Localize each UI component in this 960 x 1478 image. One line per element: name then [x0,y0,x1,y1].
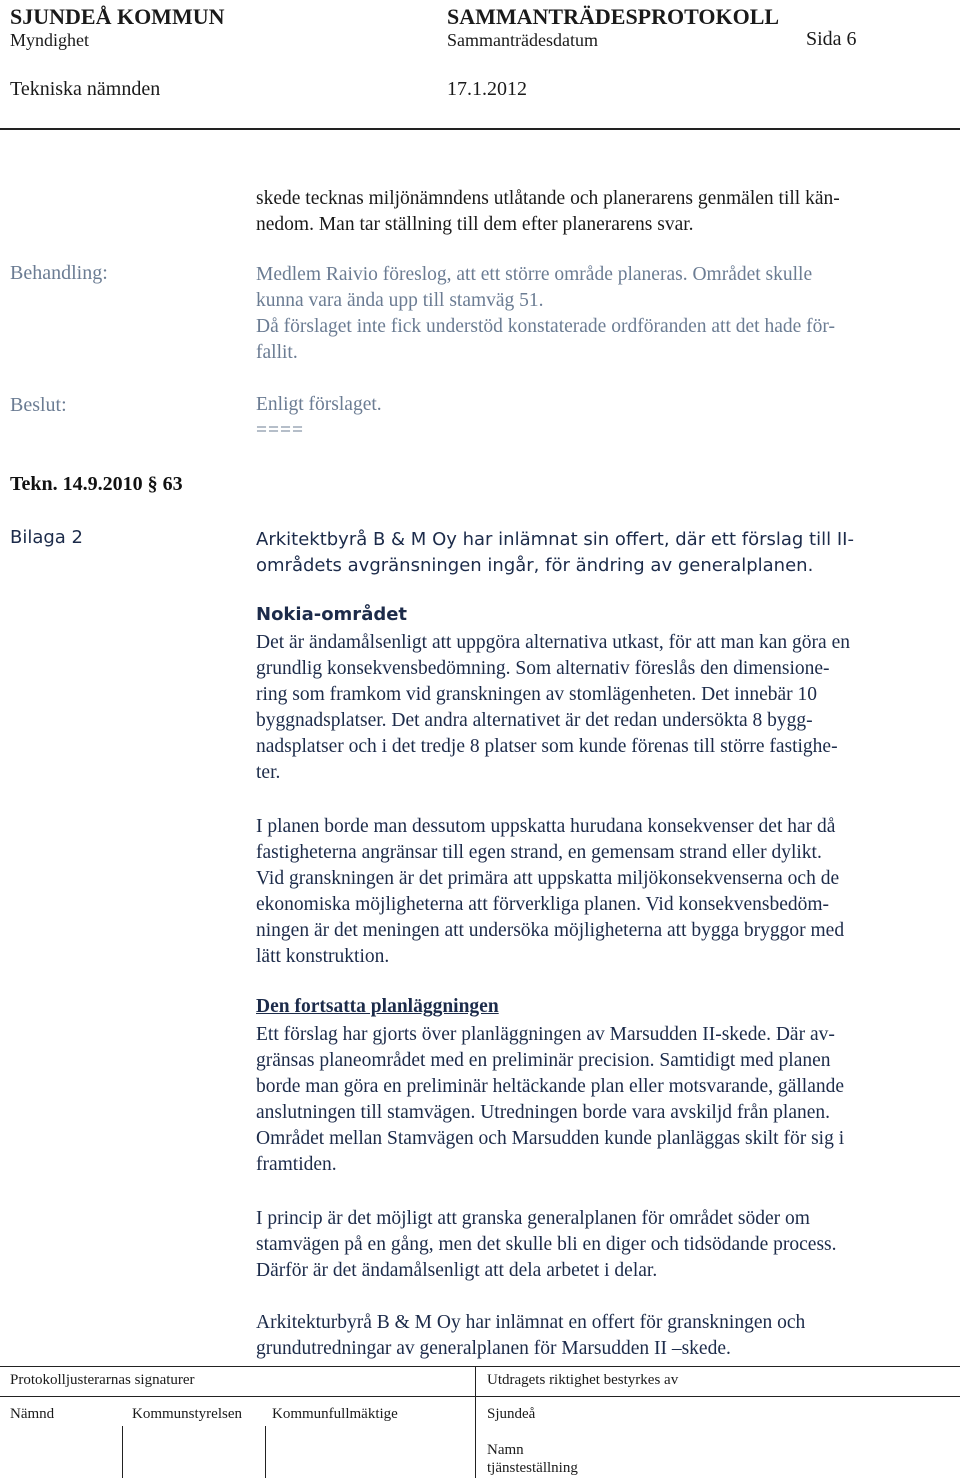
namnd-label: Nämnd [10,1406,55,1422]
extract-label: Utdragets riktighet bestyrkes av [487,1372,679,1388]
text-line: ekonomiska möjligheterna att förverkliga planen. Vid konsekvensbedöm- [256,894,830,915]
footer-divider-top [0,1366,960,1367]
footer-col-divider-2 [265,1426,266,1478]
intro-text [256,527,854,579]
text-line: kunna vara ända upp till stamväg 51. [256,290,544,311]
footer-col-divider-1 [122,1426,123,1478]
text-line: grundutredningar av generalplanen för Marsudden II –skede. [256,1338,731,1359]
nokia-paragraph [256,630,956,786]
princip-paragraph [256,1206,956,1284]
date-label: Sammanträdesdatum [447,30,598,50]
text-line: skede tecknas miljönämndens utlåtande och planerarens genmälen till kän- [256,188,840,209]
header-divider [0,128,960,130]
text-line: fallit. [256,342,298,363]
fortsatta-paragraph [256,1022,956,1178]
text-line: Vid granskningen är det primära att uppskatta miljökonsekvenserna och de [256,868,840,889]
municipality-name: SJUNDEÅ KOMMUN [10,4,225,29]
text-line: ter. [256,762,281,783]
footer-vertical-divider [475,1366,476,1478]
fortsatta-heading: Den fortsatta planläggningen [256,996,499,1017]
name-label: Namn [487,1442,524,1458]
section-separator: ==== [256,420,304,441]
meeting-date: 17.1.2012 [447,78,527,100]
behandling-text [256,262,835,366]
text-line: ningen är det meningen att undersöka möjligheterna att bygga bryggor med [256,920,845,941]
section-heading: Tekn. 14.9.2010 § 63 [10,473,183,495]
text-line: nedom. Man tar ställning till dem efter planerarens svar. [256,214,694,235]
text-line: Det är ändamålsenligt att uppgöra alternativa utkast, för att man kan göra en [256,632,850,653]
text-line: gränsas planeområdet med en preliminär precision. Samtidigt med planen [256,1050,831,1071]
signatures-label: Protokolljusterarnas signaturer [10,1372,195,1388]
text-line: ring som framkom vid granskningen av stomlägenheten. Det innebär 10 [256,684,818,705]
text-line: I planen borde man dessutom uppskatta hurudana konsekvenser det har då [256,816,836,837]
text-line: I princip är det möjligt att granska generalplanen för området söder om [256,1208,810,1229]
text-line: Därför är det ändamålsenligt att dela arbetet i delar. [256,1260,658,1281]
continuation-text [256,186,840,238]
text-line: fastigheterna angränsar till egen strand, en gemensam strand eller dylikt. [256,842,822,863]
bilaga-label: Bilaga 2 [10,527,84,548]
text-line: Arkitekturbyrå B & M Oy har inlämnat en offert för granskningen och [256,1312,806,1333]
document-type: SAMMANTRÄDESPROTOKOLL [447,4,780,29]
footer-divider-middle [0,1396,960,1397]
text-line: byggnadsplatser. Det andra alternativet är det redan undersökta 8 bygg- [256,710,813,731]
text-line: framtiden. [256,1154,337,1175]
kommunfullmaktige-label: Kommunfullmäktige [272,1406,398,1422]
authority-name: Tekniska nämnden [10,78,161,100]
beslut-text: Enligt förslaget. [256,394,382,415]
text-line: grundlig konsekvensbedömning. Som alternativ föreslås den dimensione- [256,658,830,679]
page-number: Sida 6 [806,28,857,50]
nokia-heading: Nokia-området [256,604,408,625]
text-line: nadsplatser och i det tredje 8 platser som kunde förenas till större fastighe- [256,736,838,757]
kommunstyrelsen-label: Kommunstyrelsen [132,1406,242,1422]
text-line: områdets avgränsningen ingår, för ändring av generalplanen. [256,555,814,576]
place-label: Sjundeå [487,1406,536,1422]
arkitektur-paragraph [256,1310,956,1362]
text-line: Arkitektbyrå B & M Oy har inlämnat sin offert, där ett förslag till II- [256,529,854,550]
text-line: Då förslaget inte fick understöd konstaterade ordföranden att det hade för- [256,316,835,337]
text-line: stamvägen på en gång, men det skulle bli en diger och tidsödande process. [256,1234,837,1255]
text-line: Medlem Raivio föreslog, att ett större område planeras. Området skulle [256,264,813,285]
text-line: anslutningen till stamvägen. Utredningen borde vara avskiljd från planen. [256,1102,831,1123]
text-line: Ett förslag har gjorts över planläggningen av Marsudden II-skede. Där av- [256,1024,835,1045]
position-label: tjänsteställning [487,1460,578,1476]
authority-label: Myndighet [10,30,89,50]
text-line: borde man göra en preliminär heltäckande plan eller motsvarande, gällande [256,1076,844,1097]
plan-paragraph [256,814,956,970]
text-line: lätt konstruktion. [256,946,390,967]
beslut-label: Beslut: [10,394,67,416]
behandling-label: Behandling: [10,262,108,284]
text-line: Området mellan Stamvägen och Marsudden kunde planläggas skilt för sig i [256,1128,845,1149]
